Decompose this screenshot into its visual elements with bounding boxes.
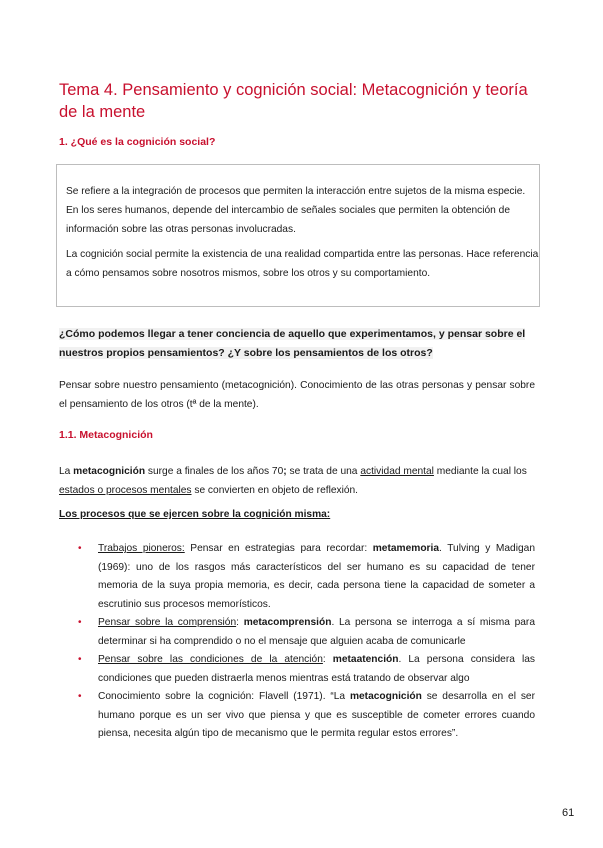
text-run: se convierten en objeto de reflexión. xyxy=(191,485,359,496)
item-text: se desarrolla en el ser humano porque es un ser vivo que piensa y que es susceptible de cometer errores cuando piensa, necesita algún tipo de mecanismo que le permita regular estos errores”. xyxy=(98,691,535,739)
bullet-icon: • xyxy=(78,691,82,702)
item-text: : xyxy=(236,617,244,628)
list-item xyxy=(78,540,535,614)
bullet-icon: • xyxy=(78,543,82,554)
list-heading: Los procesos que se ejercen sobre la cognición misma: xyxy=(59,509,331,520)
definition-box xyxy=(56,164,540,307)
bullet-icon: • xyxy=(78,617,82,628)
text-run: mediante la cual los xyxy=(433,466,527,477)
item-bold: metacognición xyxy=(349,691,422,702)
item-bold: metaatención xyxy=(332,654,399,665)
item-underlined: Trabajos pioneros: xyxy=(98,543,185,554)
item-bold: metacomprensión xyxy=(243,617,332,628)
page-number: 61 xyxy=(562,807,575,819)
metacognition-paragraph xyxy=(59,462,535,500)
item-text: Conocimiento sobre la cognición: Flavell (1971). “La xyxy=(98,691,350,702)
item-underlined: Pensar sobre la comprensión xyxy=(98,617,237,628)
list-item xyxy=(78,651,535,688)
item-underlined: Pensar sobre las condiciones de la atención xyxy=(98,654,323,665)
definition-paragraph-1: Se refiere a la integración de procesos que permiten la interacción entre sujetos de la misma especie. En los seres humanos, depende del intercambio de señales sociales que permiten la obtención de información sobre las otras personas involucradas. xyxy=(66,186,526,235)
process-list xyxy=(78,540,535,744)
item-text: . La persona considera las condiciones que pueden distraerla menos mientras está tratando de observar algo xyxy=(98,654,535,684)
item-text: : xyxy=(322,654,333,665)
definition-paragraph-2: La cognición social permite la existencia de una realidad compartida entre las personas. Hace referencia a cómo pensamos sobre nosotros mismos, sobre los otros y su comportamiento. xyxy=(66,249,539,279)
text-run: se trata de una xyxy=(286,466,361,477)
text-run: surge a finales de los años 70 xyxy=(145,466,284,477)
item-text: . Tulving y Madigan (1969): uno de los rasgos más característicos del ser humano es su capacidad de tener memoria de la suya propia memoria, es decir, cada persona tiene la capacidad de someter a escrutinio sus procesos memorísticos. xyxy=(98,543,535,610)
list-item xyxy=(78,614,535,651)
bullet-icon: • xyxy=(78,654,82,665)
page-title: Tema 4. Pensamiento y cognición social: Metacognición y teoría de la mente xyxy=(59,81,528,121)
section-heading-1: 1. ¿Qué es la cognición social? xyxy=(59,136,216,148)
item-bold: metamemoria xyxy=(372,543,439,554)
section-heading-1-1: 1.1. Metacognición xyxy=(59,429,153,441)
item-text: Pensar en estrategias para recordar: xyxy=(184,543,373,554)
underlined-term: estados o procesos mentales xyxy=(59,485,192,496)
item-text: . La persona se interroga a sí misma para determinar si ha comprendido o no el mensaje que alguien acaba de comunicarle xyxy=(98,617,535,647)
list-item xyxy=(78,688,535,744)
guiding-question-text: ¿Cómo podemos llegar a tener conciencia de aquello que experimentamos, y pensar sobre el nuestros propios pensamientos? ¿Y sobre los pensamientos de los otros? xyxy=(59,328,526,359)
text-run: La xyxy=(59,466,74,477)
underlined-term: actividad mental xyxy=(360,466,434,477)
guiding-question xyxy=(59,325,535,363)
bold-term: metacognición xyxy=(73,466,146,477)
intro-paragraph: Pensar sobre nuestro pensamiento (metacognición). Conocimiento de las otras personas y pensar sobre el pensamiento de los otros (tª de la mente). xyxy=(59,380,535,410)
bold-punct: ; xyxy=(283,466,287,477)
